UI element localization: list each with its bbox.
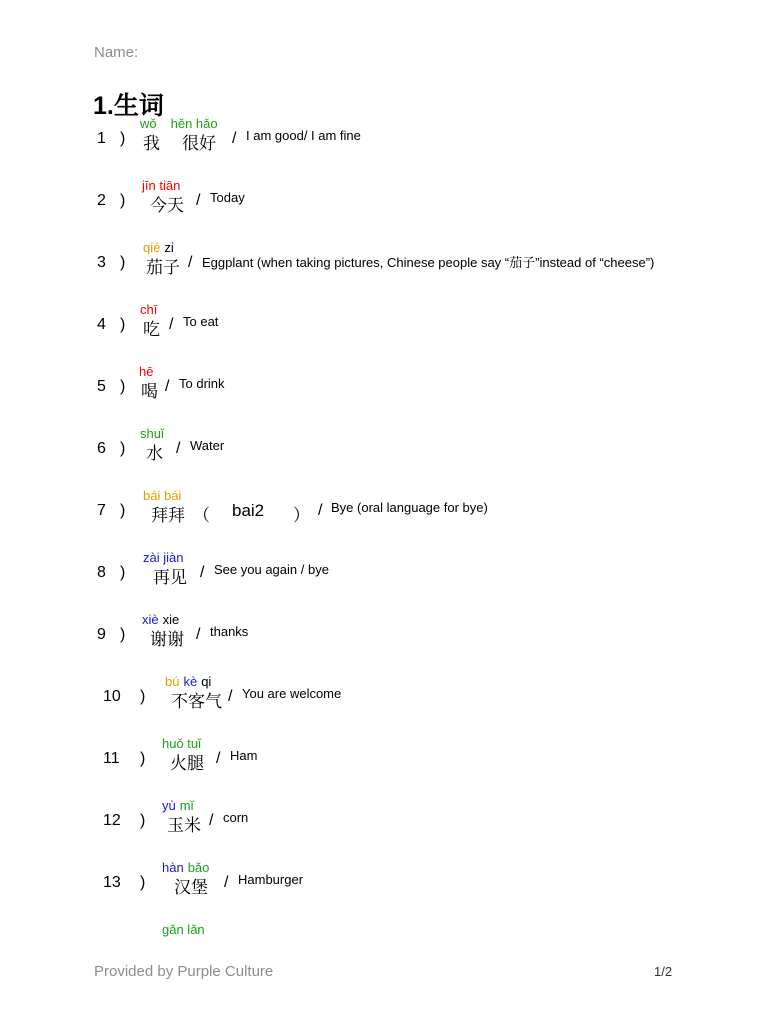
entry-meaning: You are welcome [242, 686, 342, 701]
name-label: Name: [94, 44, 139, 61]
pinyin-syllable: qié [143, 240, 161, 255]
entry-separator: / [165, 378, 170, 395]
pinyin-syllable: bú [165, 674, 180, 689]
section-title: 1.生词 [93, 92, 164, 120]
entry-paren: ) [120, 564, 126, 581]
entry-number: 5 [97, 378, 106, 395]
pinyin-syllable: zài jiàn [143, 550, 184, 565]
entry-chinese-extra: ） [293, 506, 310, 525]
entry-separator: / [216, 750, 221, 767]
pinyin-syllable: hàn [162, 860, 184, 875]
entry-chinese-extra: （ [193, 506, 210, 525]
footer-provider: Provided by Purple Culture [94, 963, 274, 980]
pinyin-syllable: huǒ tuǐ [162, 736, 202, 751]
entry-separator: / [200, 564, 205, 581]
entry-chinese: 再见 [153, 568, 187, 587]
entry-romanization: bai2 [232, 501, 265, 520]
entry-paren: ) [120, 626, 126, 643]
pinyin-syllable: chī [140, 302, 158, 317]
vocab-entry [0, 488, 768, 548]
entry-paren: ) [120, 502, 126, 519]
entry-meaning: To drink [179, 376, 225, 391]
entry-number: 13 [103, 874, 121, 891]
pinyin-syllable: hē [139, 364, 154, 379]
entry-meaning: Hamburger [238, 872, 304, 887]
entry-meaning: Water [190, 438, 225, 453]
entry-chinese: 茄子 [146, 258, 180, 277]
entry-paren: ) [140, 750, 146, 767]
pinyin-syllable: bái bái [143, 488, 182, 503]
entry-paren: ) [140, 812, 146, 829]
vocab-entry [0, 240, 768, 300]
entry-separator: / [209, 812, 214, 829]
entry-chinese: 今天 [150, 196, 184, 215]
entry-separator: / [169, 316, 174, 333]
entry-paren: ) [120, 440, 126, 457]
entry-pinyin [162, 922, 209, 937]
pinyin-syllable: kè [183, 674, 198, 689]
entry-chinese: 拜拜 [151, 506, 185, 525]
entry-meaning: Eggplant (when taking pictures, Chinese people say “茄子”instead of “cheese”) [202, 255, 655, 270]
entry-chinese-extra: 很好 [182, 134, 216, 153]
entry-separator: / [228, 688, 233, 705]
entry-paren: ) [120, 316, 126, 333]
entry-chinese: 玉米 [167, 816, 201, 835]
pinyin-syllable: zi [164, 240, 174, 255]
pinyin-syllable: jīn tiān [142, 178, 181, 193]
entry-paren: ) [120, 254, 126, 271]
pinyin-syllable: shuǐ [140, 426, 164, 441]
vocab-entry [0, 860, 768, 920]
pinyin-syllable: yù [162, 798, 176, 813]
entry-chinese: 水 [146, 444, 163, 463]
entry-paren: ) [140, 874, 146, 891]
entry-meaning: See you again / bye [214, 562, 329, 577]
vocab-entry [0, 798, 768, 858]
entry-chinese: 谢谢 [150, 630, 184, 649]
vocab-entry [0, 426, 768, 486]
vocab-entry [0, 736, 768, 796]
entry-number: 6 [97, 440, 106, 457]
entry-separator: / [196, 626, 201, 643]
entry-number: 1 [97, 130, 106, 147]
entry-number: 8 [97, 564, 106, 581]
vocab-entry [0, 364, 768, 424]
entry-separator: / [224, 874, 229, 891]
entry-chinese: 我 [143, 134, 160, 153]
entry-meaning: thanks [210, 624, 249, 639]
entry-chinese: 吃 [143, 320, 160, 339]
entry-paren: ) [140, 688, 146, 705]
vocab-entry [0, 178, 768, 238]
entry-number: 12 [103, 812, 121, 829]
pinyin-syllable: qi [201, 674, 212, 689]
vocab-entry [0, 550, 768, 610]
pinyin-syllable: xie [162, 612, 180, 627]
entry-meaning: Today [210, 190, 245, 205]
entry-chinese: 不客气 [171, 692, 222, 711]
entry-number: 11 [103, 750, 120, 767]
entry-meaning: Bye (oral language for bye) [331, 500, 488, 515]
entry-chinese: 喝 [141, 382, 158, 401]
entry-chinese: 汉堡 [174, 878, 208, 897]
entry-number: 4 [97, 316, 106, 333]
entry-paren: ) [120, 130, 126, 147]
entry-meaning: Ham [230, 748, 258, 763]
entry-paren: ) [120, 192, 126, 209]
entry-separator: / [176, 440, 181, 457]
pinyin-syllable: hěn hǎo [170, 116, 218, 131]
entry-number: 3 [97, 254, 106, 271]
vocab-entry [0, 612, 768, 672]
entry-number: 9 [97, 626, 106, 643]
vocab-entry [0, 116, 768, 176]
pinyin-syllable: wǒ [140, 116, 157, 131]
entry-paren: ) [120, 378, 126, 395]
vocab-entry [0, 674, 768, 734]
entry-separator: / [232, 130, 237, 147]
pinyin-syllable: bǎo [187, 860, 210, 875]
entry-meaning: corn [223, 810, 249, 825]
entry-meaning: I am good/ I am fine [246, 128, 361, 143]
entry-number: 10 [103, 688, 121, 705]
pinyin-syllable: mǐ [179, 798, 194, 813]
pinyin-syllable: xiè [142, 612, 159, 627]
entry-meaning: To eat [183, 314, 219, 329]
entry-separator: / [188, 254, 193, 271]
vocab-entry [0, 302, 768, 362]
page-number: 1/2 [654, 964, 673, 979]
entry-separator: / [318, 502, 323, 519]
entry-number: 7 [97, 502, 106, 519]
entry-separator: / [196, 192, 201, 209]
pinyin-syllable: gǎn lǎn [162, 922, 205, 937]
entry-chinese: 火腿 [170, 754, 204, 773]
entry-number: 2 [97, 192, 106, 209]
